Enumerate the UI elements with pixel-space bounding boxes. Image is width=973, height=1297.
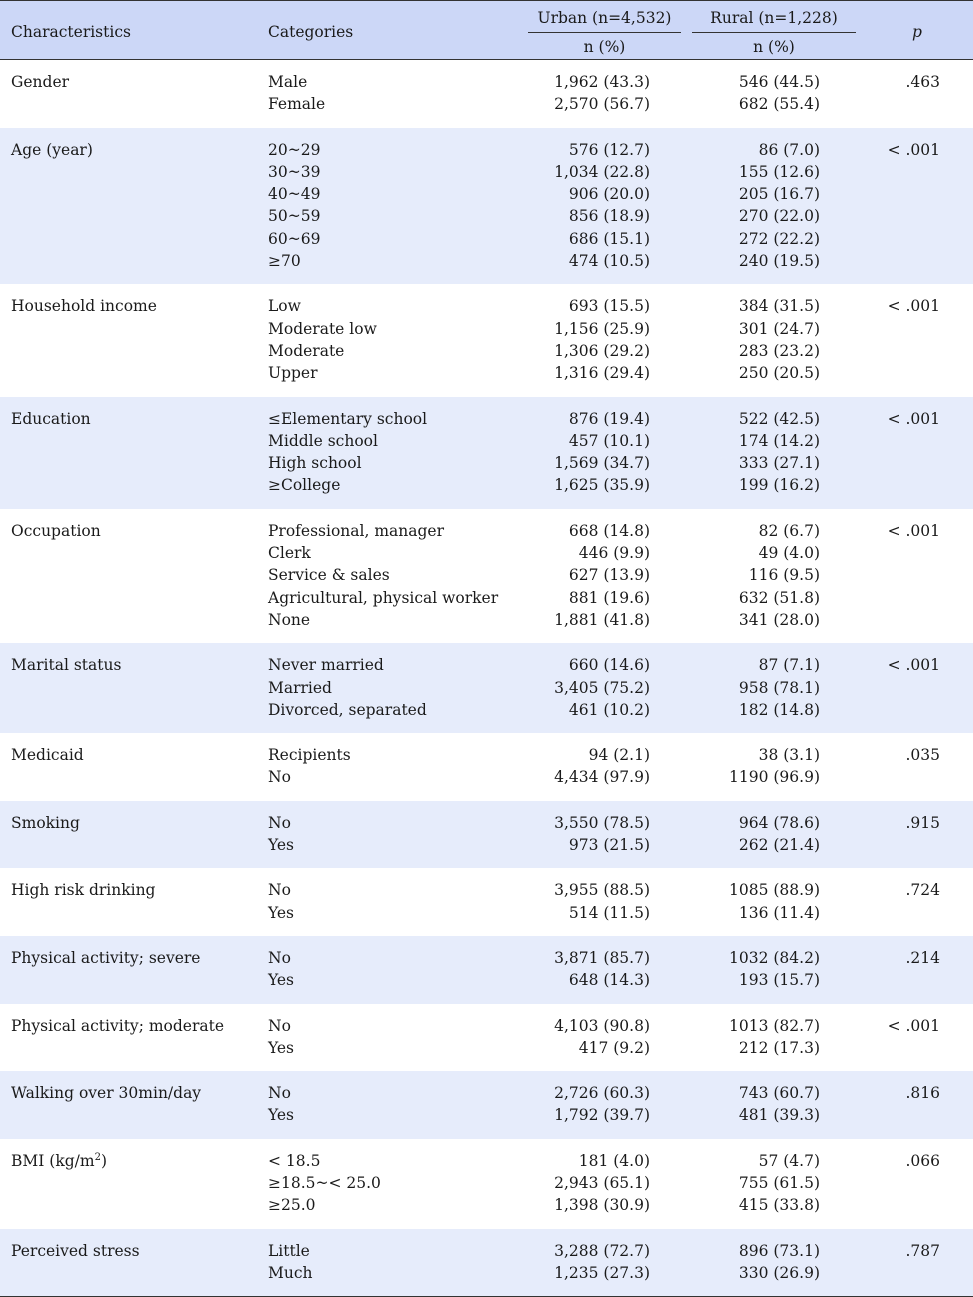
table-row: [0, 71, 973, 93]
urban-value: 94 (2.1): [588, 746, 650, 765]
urban-value: 1,962 (43.3): [554, 73, 650, 91]
category-label: Much: [268, 1263, 313, 1282]
urban-value: 876 (19.4): [568, 409, 650, 428]
table-row: [0, 139, 973, 161]
characteristic-label: [11, 654, 121, 676]
rural-value: 82 (6.7): [758, 521, 820, 540]
category-label: ≥College: [268, 476, 341, 495]
urban-value: 2,943 (65.1): [554, 1173, 650, 1192]
category-label: No: [268, 1016, 291, 1035]
p-value: < .001: [887, 297, 940, 316]
category-label: Female: [268, 95, 326, 114]
urban-value: 627 (13.9): [568, 566, 650, 585]
urban-value: 417 (9.2): [578, 1038, 650, 1057]
rural-value: 481 (39.3): [738, 1106, 820, 1125]
table-row: [0, 834, 973, 856]
urban-value: 693 (15.5): [568, 297, 650, 316]
characteristic-label: [11, 947, 200, 969]
rural-value: 341 (28.0): [738, 610, 820, 629]
category-label: Agricultural, physical worker: [268, 588, 499, 607]
rural-value: 546 (44.5): [738, 73, 820, 91]
urban-value: 1,306 (29.2): [554, 341, 650, 360]
category-label: No: [268, 813, 291, 832]
urban-value: 660 (14.6): [568, 656, 650, 675]
characteristic-text: High risk drinking: [11, 881, 156, 900]
urban-value: 856 (18.9): [568, 207, 650, 226]
table-row: [0, 295, 973, 317]
rural-value: 272 (22.2): [738, 229, 820, 248]
urban-value: 1,034 (22.8): [554, 162, 650, 181]
characteristic-label: [11, 812, 80, 834]
rural-value: 212 (17.3): [738, 1038, 820, 1057]
header-urban: Urban (n=4,532): [537, 9, 672, 27]
category-label: Professional, manager: [268, 521, 444, 540]
urban-value: 474 (10.5): [568, 252, 650, 271]
category-label: Yes: [268, 1038, 295, 1057]
category-label: Moderate low: [268, 319, 377, 338]
characteristic-label: [11, 744, 84, 766]
urban-value: 1,156 (25.9): [554, 319, 650, 338]
characteristic-label: [11, 1150, 107, 1172]
table-row: [0, 1172, 973, 1194]
table-header: [0, 0, 973, 60]
characteristic-label: [11, 1240, 140, 1262]
p-value: < .001: [887, 656, 940, 675]
characteristic-text: Physical activity; moderate: [11, 1016, 225, 1035]
characteristic-text: Perceived stress: [11, 1241, 140, 1260]
characteristic-text: Gender: [11, 73, 70, 91]
p-value: .724: [905, 881, 940, 900]
rural-value: 1085 (88.9): [729, 881, 820, 900]
characteristic-group: [0, 733, 973, 801]
table-row: [0, 587, 973, 609]
rural-value: 1190 (96.9): [729, 768, 820, 787]
table-row: [0, 183, 973, 205]
table-row: [0, 340, 973, 362]
rural-value: 270 (22.0): [738, 207, 820, 226]
rural-value: 49 (4.0): [758, 544, 820, 563]
rural-value: 155 (12.6): [738, 162, 820, 181]
rural-value: 522 (42.5): [738, 409, 820, 428]
header-rural: Rural (n=1,228): [710, 9, 838, 27]
rural-value: 333 (27.1): [738, 454, 820, 473]
characteristic-label: [11, 139, 93, 161]
table-row: [0, 250, 973, 272]
p-value: < .001: [887, 521, 940, 540]
characteristic-text: Household income: [11, 297, 157, 316]
characteristic-group: [0, 284, 973, 396]
urban-value: 4,434 (97.9): [554, 768, 650, 787]
table-row: [0, 812, 973, 834]
urban-header-rule: [528, 32, 681, 33]
category-label: ≥25.0: [268, 1196, 316, 1215]
rural-value: 240 (19.5): [738, 252, 820, 271]
p-value: .214: [905, 948, 940, 967]
table-row: [0, 1262, 973, 1284]
characteristic-label: [11, 879, 155, 901]
category-label: None: [268, 610, 311, 629]
characteristic-text: Smoking: [11, 813, 80, 832]
characteristic-label: [11, 1082, 201, 1104]
characteristic-group: [0, 1071, 973, 1139]
characteristic-text: Education: [11, 409, 91, 428]
table-body: [0, 60, 973, 1297]
characteristic-group: [0, 1004, 973, 1072]
rural-value: 87 (7.1): [758, 656, 820, 675]
rural-value: 250 (20.5): [738, 364, 820, 383]
rural-value: 964 (78.6): [738, 813, 820, 832]
p-value: .066: [905, 1151, 940, 1170]
characteristic-text: Age (year): [11, 140, 93, 159]
urban-value: 4,103 (90.8): [554, 1016, 650, 1035]
characteristic-group: [0, 60, 973, 128]
urban-value: 446 (9.9): [578, 544, 650, 563]
p-value: .787: [905, 1241, 940, 1260]
p-value: .463: [905, 73, 940, 91]
table-row: [0, 1104, 973, 1126]
table-row: [0, 609, 973, 631]
table-row: [0, 677, 973, 699]
characteristic-label: [11, 1015, 224, 1037]
characteristic-text: Medicaid: [11, 746, 84, 765]
category-label: ≥18.5~< 25.0: [268, 1173, 381, 1192]
rural-value: 384 (31.5): [738, 297, 820, 316]
urban-value: 1,569 (34.7): [554, 454, 650, 473]
category-label: 30~39: [268, 162, 321, 181]
urban-value: 1,316 (29.4): [554, 364, 650, 383]
table-row: [0, 947, 973, 969]
table-row: [0, 161, 973, 183]
header-categories: Categories: [268, 23, 354, 41]
urban-value: 906 (20.0): [568, 185, 650, 204]
characteristic-group: [0, 509, 973, 643]
rural-value: 283 (23.2): [738, 341, 820, 360]
table-row: [0, 452, 973, 474]
characteristic-superscript: 2: [94, 1151, 101, 1163]
category-label: Clerk: [268, 544, 311, 563]
category-label: No: [268, 1084, 291, 1103]
table-row: [0, 318, 973, 340]
category-label: Yes: [268, 1106, 295, 1125]
rural-value: 136 (11.4): [738, 903, 820, 922]
table-row: [0, 542, 973, 564]
category-label: Service & sales: [268, 566, 390, 585]
category-label: No: [268, 948, 291, 967]
category-label: Yes: [268, 971, 295, 990]
category-label: Middle school: [268, 431, 378, 450]
urban-value: 1,235 (27.3): [554, 1263, 650, 1282]
rural-value: 205 (16.7): [738, 185, 820, 204]
rural-value: 199 (16.2): [738, 476, 820, 495]
urban-value: 648 (14.3): [568, 971, 650, 990]
p-value: < .001: [887, 1016, 940, 1035]
rural-value: 330 (26.9): [738, 1263, 820, 1282]
characteristic-group: [0, 936, 973, 1004]
characteristic-label: [11, 520, 101, 542]
characteristic-text: Walking over 30min/day: [11, 1084, 202, 1103]
characteristic-group: [0, 643, 973, 733]
urban-value: 461 (10.2): [568, 700, 650, 719]
urban-value: 3,871 (85.7): [554, 948, 650, 967]
rural-value: 958 (78.1): [738, 678, 820, 697]
rural-value: 682 (55.4): [738, 95, 820, 114]
category-label: 60~69: [268, 229, 321, 248]
table-row: [0, 1150, 973, 1172]
table-row: [0, 969, 973, 991]
rural-value: 1013 (82.7): [729, 1016, 820, 1035]
category-label: Never married: [268, 656, 384, 675]
category-label: Yes: [268, 903, 295, 922]
characteristic-label: [11, 295, 157, 317]
rural-value: 896 (73.1): [738, 1241, 820, 1260]
characteristic-label: [11, 408, 91, 430]
urban-value: 2,570 (56.7): [554, 95, 650, 114]
urban-value: 973 (21.5): [568, 836, 650, 855]
table-row: [0, 902, 973, 924]
characteristic-text: Physical activity; severe: [11, 948, 201, 967]
urban-value: 181 (4.0): [578, 1151, 650, 1170]
category-label: Low: [268, 297, 301, 316]
category-label: ≤Elementary school: [268, 409, 428, 428]
urban-value: 1,625 (35.9): [554, 476, 650, 495]
category-label: ≥70: [268, 252, 301, 271]
p-value: .035: [905, 746, 940, 765]
table-row: [0, 474, 973, 496]
table-row: [0, 1194, 973, 1216]
urban-value: 1,881 (41.8): [554, 610, 650, 629]
p-value: < .001: [887, 409, 940, 428]
urban-value: 3,405 (75.2): [554, 678, 650, 697]
category-label: Recipients: [268, 746, 351, 765]
category-label: < 18.5: [268, 1151, 321, 1170]
category-label: Divorced, separated: [268, 700, 427, 719]
table-row: [0, 879, 973, 901]
table-row: [0, 93, 973, 115]
characteristic-text: Occupation: [11, 521, 101, 540]
rural-value: 193 (15.7): [738, 971, 820, 990]
table-row: [0, 430, 973, 452]
table-row: [0, 744, 973, 766]
urban-value: 668 (14.8): [568, 521, 650, 540]
category-label: No: [268, 768, 291, 787]
p-value: .915: [905, 813, 940, 832]
category-label: No: [268, 881, 291, 900]
rural-value: 86 (7.0): [758, 140, 820, 159]
category-label: 50~59: [268, 207, 321, 226]
rural-value: 1032 (84.2): [729, 948, 820, 967]
table-row: [0, 520, 973, 542]
table-row: [0, 766, 973, 788]
table-row: [0, 362, 973, 384]
category-label: Upper: [268, 364, 318, 383]
rural-value: 182 (14.8): [738, 700, 820, 719]
urban-value: 1,398 (30.9): [554, 1196, 650, 1215]
urban-value: 3,955 (88.5): [554, 881, 650, 900]
rural-value: 301 (24.7): [738, 319, 820, 338]
category-label: Moderate: [268, 341, 345, 360]
characteristic-group: [0, 801, 973, 869]
rural-value: 38 (3.1): [758, 746, 820, 765]
urban-value: 1,792 (39.7): [554, 1106, 650, 1125]
urban-value: 881 (19.6): [568, 588, 650, 607]
urban-value: 457 (10.1): [568, 431, 650, 450]
table-row: [0, 205, 973, 227]
header-rural-n-pct: n (%): [753, 38, 795, 56]
urban-value: 3,288 (72.7): [554, 1241, 650, 1260]
rural-value: 415 (33.8): [738, 1196, 820, 1215]
table-row: [0, 1082, 973, 1104]
category-label: Male: [268, 73, 308, 91]
table-row: [0, 228, 973, 250]
characteristic-group: [0, 397, 973, 509]
urban-value: 2,726 (60.3): [554, 1084, 650, 1103]
table-row: [0, 1240, 973, 1262]
rural-value: 57 (4.7): [758, 1151, 820, 1170]
urban-value: 514 (11.5): [568, 903, 650, 922]
p-value: < .001: [887, 140, 940, 159]
characteristic-text: BMI (kg/m: [11, 1151, 95, 1170]
category-label: Little: [268, 1241, 310, 1260]
urban-value: 3,550 (78.5): [554, 813, 650, 832]
category-label: 20~29: [268, 140, 321, 159]
characteristic-suffix: ): [100, 1151, 108, 1170]
rural-value: 632 (51.8): [738, 588, 820, 607]
characteristic-group: [0, 128, 973, 285]
table-row: [0, 1037, 973, 1059]
characteristic-group: [0, 1229, 973, 1297]
header-urban-n-pct: n (%): [583, 38, 626, 56]
characteristic-group: [0, 1139, 973, 1229]
table-row: [0, 1015, 973, 1037]
category-label: 40~49: [268, 185, 321, 204]
category-label: High school: [268, 454, 362, 473]
rural-value: 262 (21.4): [738, 836, 820, 855]
urban-value: 576 (12.7): [568, 140, 650, 159]
table-row: [0, 564, 973, 586]
category-label: Married: [268, 678, 332, 697]
characteristic-group: [0, 868, 973, 936]
rural-value: 174 (14.2): [738, 431, 820, 450]
header-p-value: p: [912, 23, 922, 41]
characteristic-label: [11, 71, 69, 93]
header-characteristics: Characteristics: [11, 23, 131, 41]
table-row: [0, 654, 973, 676]
rural-value: 116 (9.5): [748, 566, 820, 585]
category-label: Yes: [268, 836, 295, 855]
urban-value: 686 (15.1): [568, 229, 650, 248]
rural-value: 743 (60.7): [738, 1084, 820, 1103]
table-row: [0, 408, 973, 430]
p-value: .816: [905, 1084, 940, 1103]
characteristic-text: Marital status: [11, 656, 122, 675]
rural-header-rule: [692, 32, 856, 33]
table-row: [0, 699, 973, 721]
rural-value: 755 (61.5): [738, 1173, 820, 1192]
